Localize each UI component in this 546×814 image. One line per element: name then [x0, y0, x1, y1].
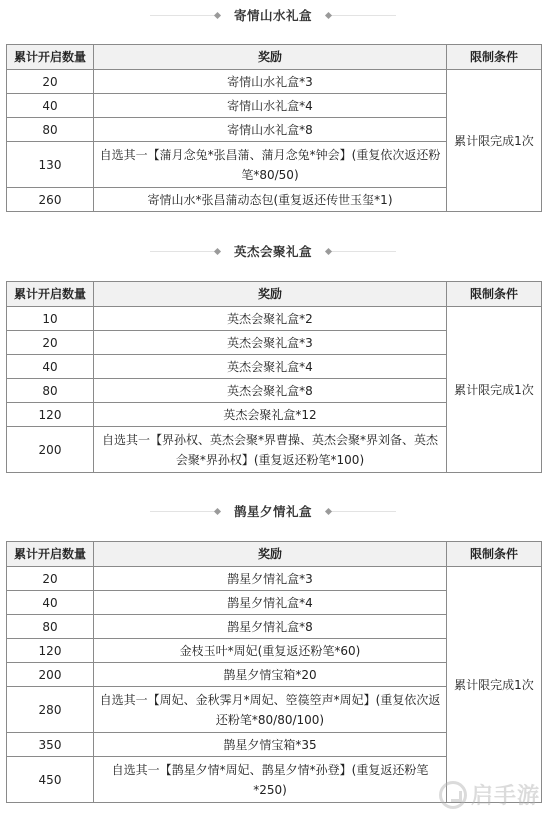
divider-right — [326, 15, 396, 16]
reward-cell: 鹊星夕情礼盒*3 — [94, 567, 447, 591]
reward-cell: 鹊星夕情宝箱*20 — [94, 663, 447, 687]
count-cell: 450 — [7, 757, 94, 803]
watermark-text: 启手游 — [470, 784, 540, 809]
count-cell: 20 — [7, 567, 94, 591]
reward-cell: 鹊星夕情礼盒*4 — [94, 591, 447, 615]
count-cell: 130 — [7, 142, 94, 188]
count-cell: 20 — [7, 70, 94, 94]
count-cell: 10 — [7, 307, 94, 331]
count-cell: 120 — [7, 403, 94, 427]
section-title-2 — [0, 240, 546, 262]
divider-left — [150, 251, 220, 252]
reward-cell: 鹊星夕情礼盒*8 — [94, 615, 447, 639]
header-reward: 奖励 — [94, 45, 447, 70]
limit-cell: 累计限完成1次 — [447, 70, 542, 212]
count-cell: 40 — [7, 94, 94, 118]
header-count: 累计开启数量 — [7, 282, 94, 307]
diamond-icon — [325, 247, 332, 254]
header-limit: 限制条件 — [447, 542, 542, 567]
count-cell: 200 — [7, 427, 94, 473]
limit-cell: 累计限完成1次 — [447, 307, 542, 473]
reward-cell: 英杰会聚礼盒*2 — [94, 307, 447, 331]
count-cell: 20 — [7, 331, 94, 355]
header-reward: 奖励 — [94, 542, 447, 567]
divider-right — [326, 251, 396, 252]
divider-left — [150, 511, 220, 512]
section-title-text: 寄情山水礼盒 — [233, 8, 312, 23]
diamond-icon — [325, 507, 332, 514]
diamond-icon — [325, 11, 332, 18]
reward-cell: 英杰会聚礼盒*8 — [94, 379, 447, 403]
header-limit: 限制条件 — [447, 282, 542, 307]
table-row — [7, 307, 542, 331]
reward-cell: 自选其一【周妃、金秋霁月*周妃、箜篌箜声*周妃】(重复依次返还粉笔*80/80/100) — [94, 687, 447, 733]
reward-cell: 寄情山水礼盒*8 — [94, 118, 447, 142]
section-title-text: 英杰会聚礼盒 — [233, 244, 312, 259]
section-title-1 — [0, 4, 546, 26]
reward-cell: 自选其一【鹊星夕情*周妃、鹊星夕情*孙登】(重复返还粉笔*250) — [94, 757, 447, 803]
table-row — [7, 567, 542, 591]
reward-cell: 寄情山水礼盒*4 — [94, 94, 447, 118]
count-cell: 200 — [7, 663, 94, 687]
count-cell: 80 — [7, 615, 94, 639]
reward-cell: 寄情山水礼盒*3 — [94, 70, 447, 94]
reward-cell: 金枝玉叶*周妃(重复返还粉笔*60) — [94, 639, 447, 663]
limit-cell: 累计限完成1次 — [447, 567, 542, 803]
divider-right — [326, 511, 396, 512]
reward-table-3 — [6, 541, 542, 803]
reward-cell: 英杰会聚礼盒*3 — [94, 331, 447, 355]
count-cell: 350 — [7, 733, 94, 757]
header-count: 累计开启数量 — [7, 542, 94, 567]
reward-table-2 — [6, 281, 542, 473]
count-cell: 260 — [7, 188, 94, 212]
count-cell: 120 — [7, 639, 94, 663]
header-limit: 限制条件 — [447, 45, 542, 70]
reward-cell: 英杰会聚礼盒*4 — [94, 355, 447, 379]
watermark — [439, 779, 540, 810]
count-cell: 280 — [7, 687, 94, 733]
section-title-3 — [0, 500, 546, 522]
reward-cell: 英杰会聚礼盒*12 — [94, 403, 447, 427]
count-cell: 80 — [7, 379, 94, 403]
reward-cell: 自选其一【界孙权、英杰会聚*界曹操、英杰会聚*界刘备、英杰会聚*界孙权】(重复返还粉笔*100) — [94, 427, 447, 473]
reward-cell: 自选其一【蒲月念兔*张昌蒲、蒲月念兔*钟会】(重复依次返还粉笔*80/50) — [94, 142, 447, 188]
g-logo-icon — [439, 781, 467, 809]
reward-table-1 — [6, 44, 542, 212]
table-row — [7, 70, 542, 94]
header-count: 累计开启数量 — [7, 45, 94, 70]
count-cell: 80 — [7, 118, 94, 142]
count-cell: 40 — [7, 355, 94, 379]
reward-cell: 寄情山水*张昌蒲动态包(重复返还传世玉玺*1) — [94, 188, 447, 212]
divider-left — [150, 15, 220, 16]
reward-cell: 鹊星夕情宝箱*35 — [94, 733, 447, 757]
header-reward: 奖励 — [94, 282, 447, 307]
count-cell: 40 — [7, 591, 94, 615]
section-title-text: 鹊星夕情礼盒 — [233, 504, 312, 519]
